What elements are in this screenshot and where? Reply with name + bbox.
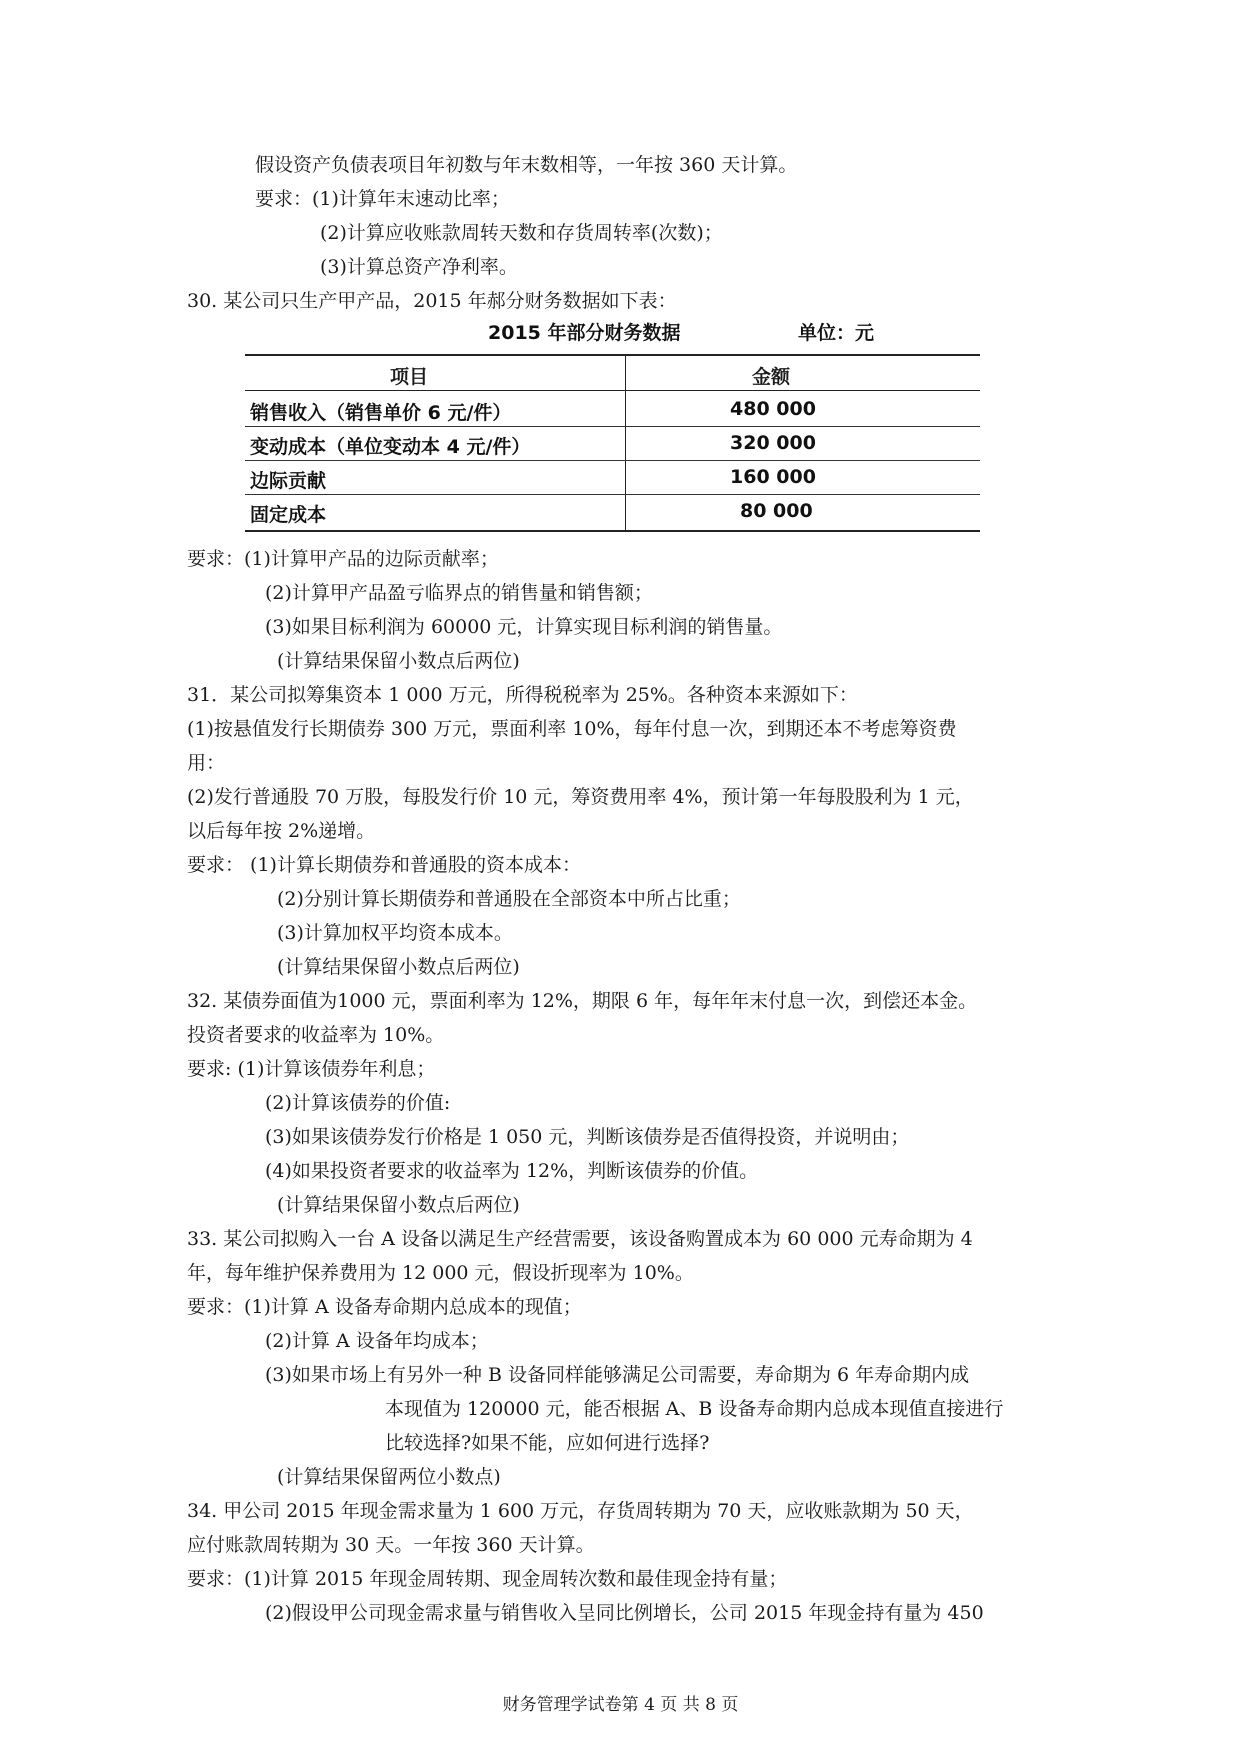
text-line: (2)分别计算长期债券和普通股在全部资本中所占比重； [277, 888, 741, 910]
table-cell-item: 变动成本（单位变动本 4 元/件） [250, 436, 531, 458]
text-line: (2)发行普通股 70 万股，每股发行价 10 元，筹资费用率 4%，预计第一年每股股利为 1 元， [187, 786, 974, 808]
text-line: (1)按悬值发行长期债券 300 万元，票面利率 10%，每年付息一次，到期还本不考虑筹资费 [187, 718, 957, 740]
table-unit: 单位：元 [798, 322, 875, 344]
question-34: 34. 甲公司 2015 年现金需求量为 1 600 万元，存货周转期为 70 天，应收账款期为 50 天， [187, 1500, 974, 1522]
table-cell-amount: 480 000 [730, 398, 816, 420]
table-caption: 2015 年部分财务数据 [488, 322, 681, 344]
table-header-rule [245, 390, 980, 391]
table-column-divider [625, 354, 626, 530]
text-line: (3)计算总资产净利率。 [320, 256, 518, 278]
table-cell-item: 固定成本 [250, 504, 327, 526]
text-line: (计算结果保留小数点后两位) [277, 1194, 520, 1216]
text-line: 要求：(1)计算 2015 年现金周转期、现金周转次数和最佳现金持有量； [187, 1568, 788, 1590]
text-line: 要求：(1)计算甲产品的边际贡献率； [187, 548, 499, 570]
text-line: (计算结果保留小数点后两位) [277, 956, 520, 978]
text-line: (3)计算加权平均资本成本。 [277, 922, 513, 944]
text-line: 以后每年按 2%递增。 [187, 820, 376, 842]
text-line: 要求: (1)计算该债券年利息； [187, 1058, 436, 1080]
table-header-amount: 金额 [752, 366, 791, 388]
financial-data-table [230, 318, 990, 536]
text-line: (计算结果保留小数点后两位) [277, 650, 520, 672]
text-line: (2)假设甲公司现金需求量与销售收入呈同比例增长，公司 2015 年现金持有量为 450 [265, 1602, 984, 1624]
text-line: (4)如果投资者要求的收益率为 12%，判断该债券的价值。 [265, 1160, 759, 1182]
text-line: (3)如果目标利润为 60000 元，计算实现目标利润的销售量。 [265, 616, 783, 638]
text-line: 应付账款周转期为 30 天。一年按 360 天计算。 [187, 1534, 595, 1556]
text-line: (2)计算 A 设备年均成本； [265, 1330, 489, 1352]
text-line: (2)计算应收账款周转天数和存货周转率(次数)； [320, 222, 723, 244]
text-line: (2)计算甲产品盈亏临界点的销售量和销售额； [265, 582, 653, 604]
table-row-rule [245, 460, 980, 461]
table-row-rule [245, 494, 980, 495]
table-header-item: 项目 [390, 366, 429, 388]
text-line: 要求：(1)计算 A 设备寿命期内总成本的现值； [187, 1296, 582, 1318]
page-footer: 财务管理学试卷第 4 页 共 8 页 [502, 1695, 739, 1715]
text-line: (3)如果该债券发行价格是 1 050 元，判断该债券是否值得投资，并说明由； [265, 1126, 910, 1148]
text-line: (3)如果市场上有另外一种 B 设备同样能够满足公司需要，寿命期为 6 年寿命期内成 [265, 1364, 970, 1386]
table-cell-amount: 160 000 [730, 466, 816, 488]
text-line: 投资者要求的收益率为 10%。 [187, 1024, 445, 1046]
text-line: 用： [187, 752, 226, 774]
table-bottom-rule [245, 530, 980, 532]
text-line: 要求： (1)计算长期债券和普通股的资本成本： [187, 854, 581, 876]
text-line: 要求：(1)计算年末速动比率； [255, 188, 510, 210]
text-line: 比较选择?如果不能，应如何进行选择? [385, 1432, 710, 1454]
question-33: 33. 某公司拟购入一台 A 设备以满足生产经营需要，该设备购置成本为 60 000 元寿命期为 4 [187, 1228, 973, 1250]
table-cell-amount: 80 000 [740, 500, 813, 522]
table-cell-amount: 320 000 [730, 432, 816, 454]
text-line: 年，每年维护保养费用为 12 000 元，假设折现率为 10%。 [187, 1262, 694, 1284]
text-line: (计算结果保留两位小数点) [277, 1466, 501, 1488]
table-top-rule [245, 354, 980, 356]
table-cell-item: 销售收入（销售单价 6 元/件） [250, 402, 512, 424]
question-32: 32. 某债券面值为1000 元，票面利率为 12%，期限 6 年，每年年末付息一次，到偿还本金。 [187, 990, 978, 1012]
text-line: (2)计算该债券的价值: [265, 1092, 451, 1114]
table-cell-item: 边际贡献 [250, 470, 327, 492]
table-row-rule [245, 426, 980, 427]
question-31: 31．某公司拟筹集资本 1 000 万元，所得税税率为 25%。各种资本来源如下： [187, 684, 858, 706]
question-30: 30. 某公司只生产甲产品，2015 年郝分财务数据如下表： [187, 290, 677, 312]
text-line: 假设资产负债表项目年初数与年末数相等，一年按 360 天计算。 [255, 154, 798, 176]
text-line: 本现值为 120000 元，能否根据 A、B 设备寿命期内总成本现值直接进行 [385, 1398, 1004, 1420]
